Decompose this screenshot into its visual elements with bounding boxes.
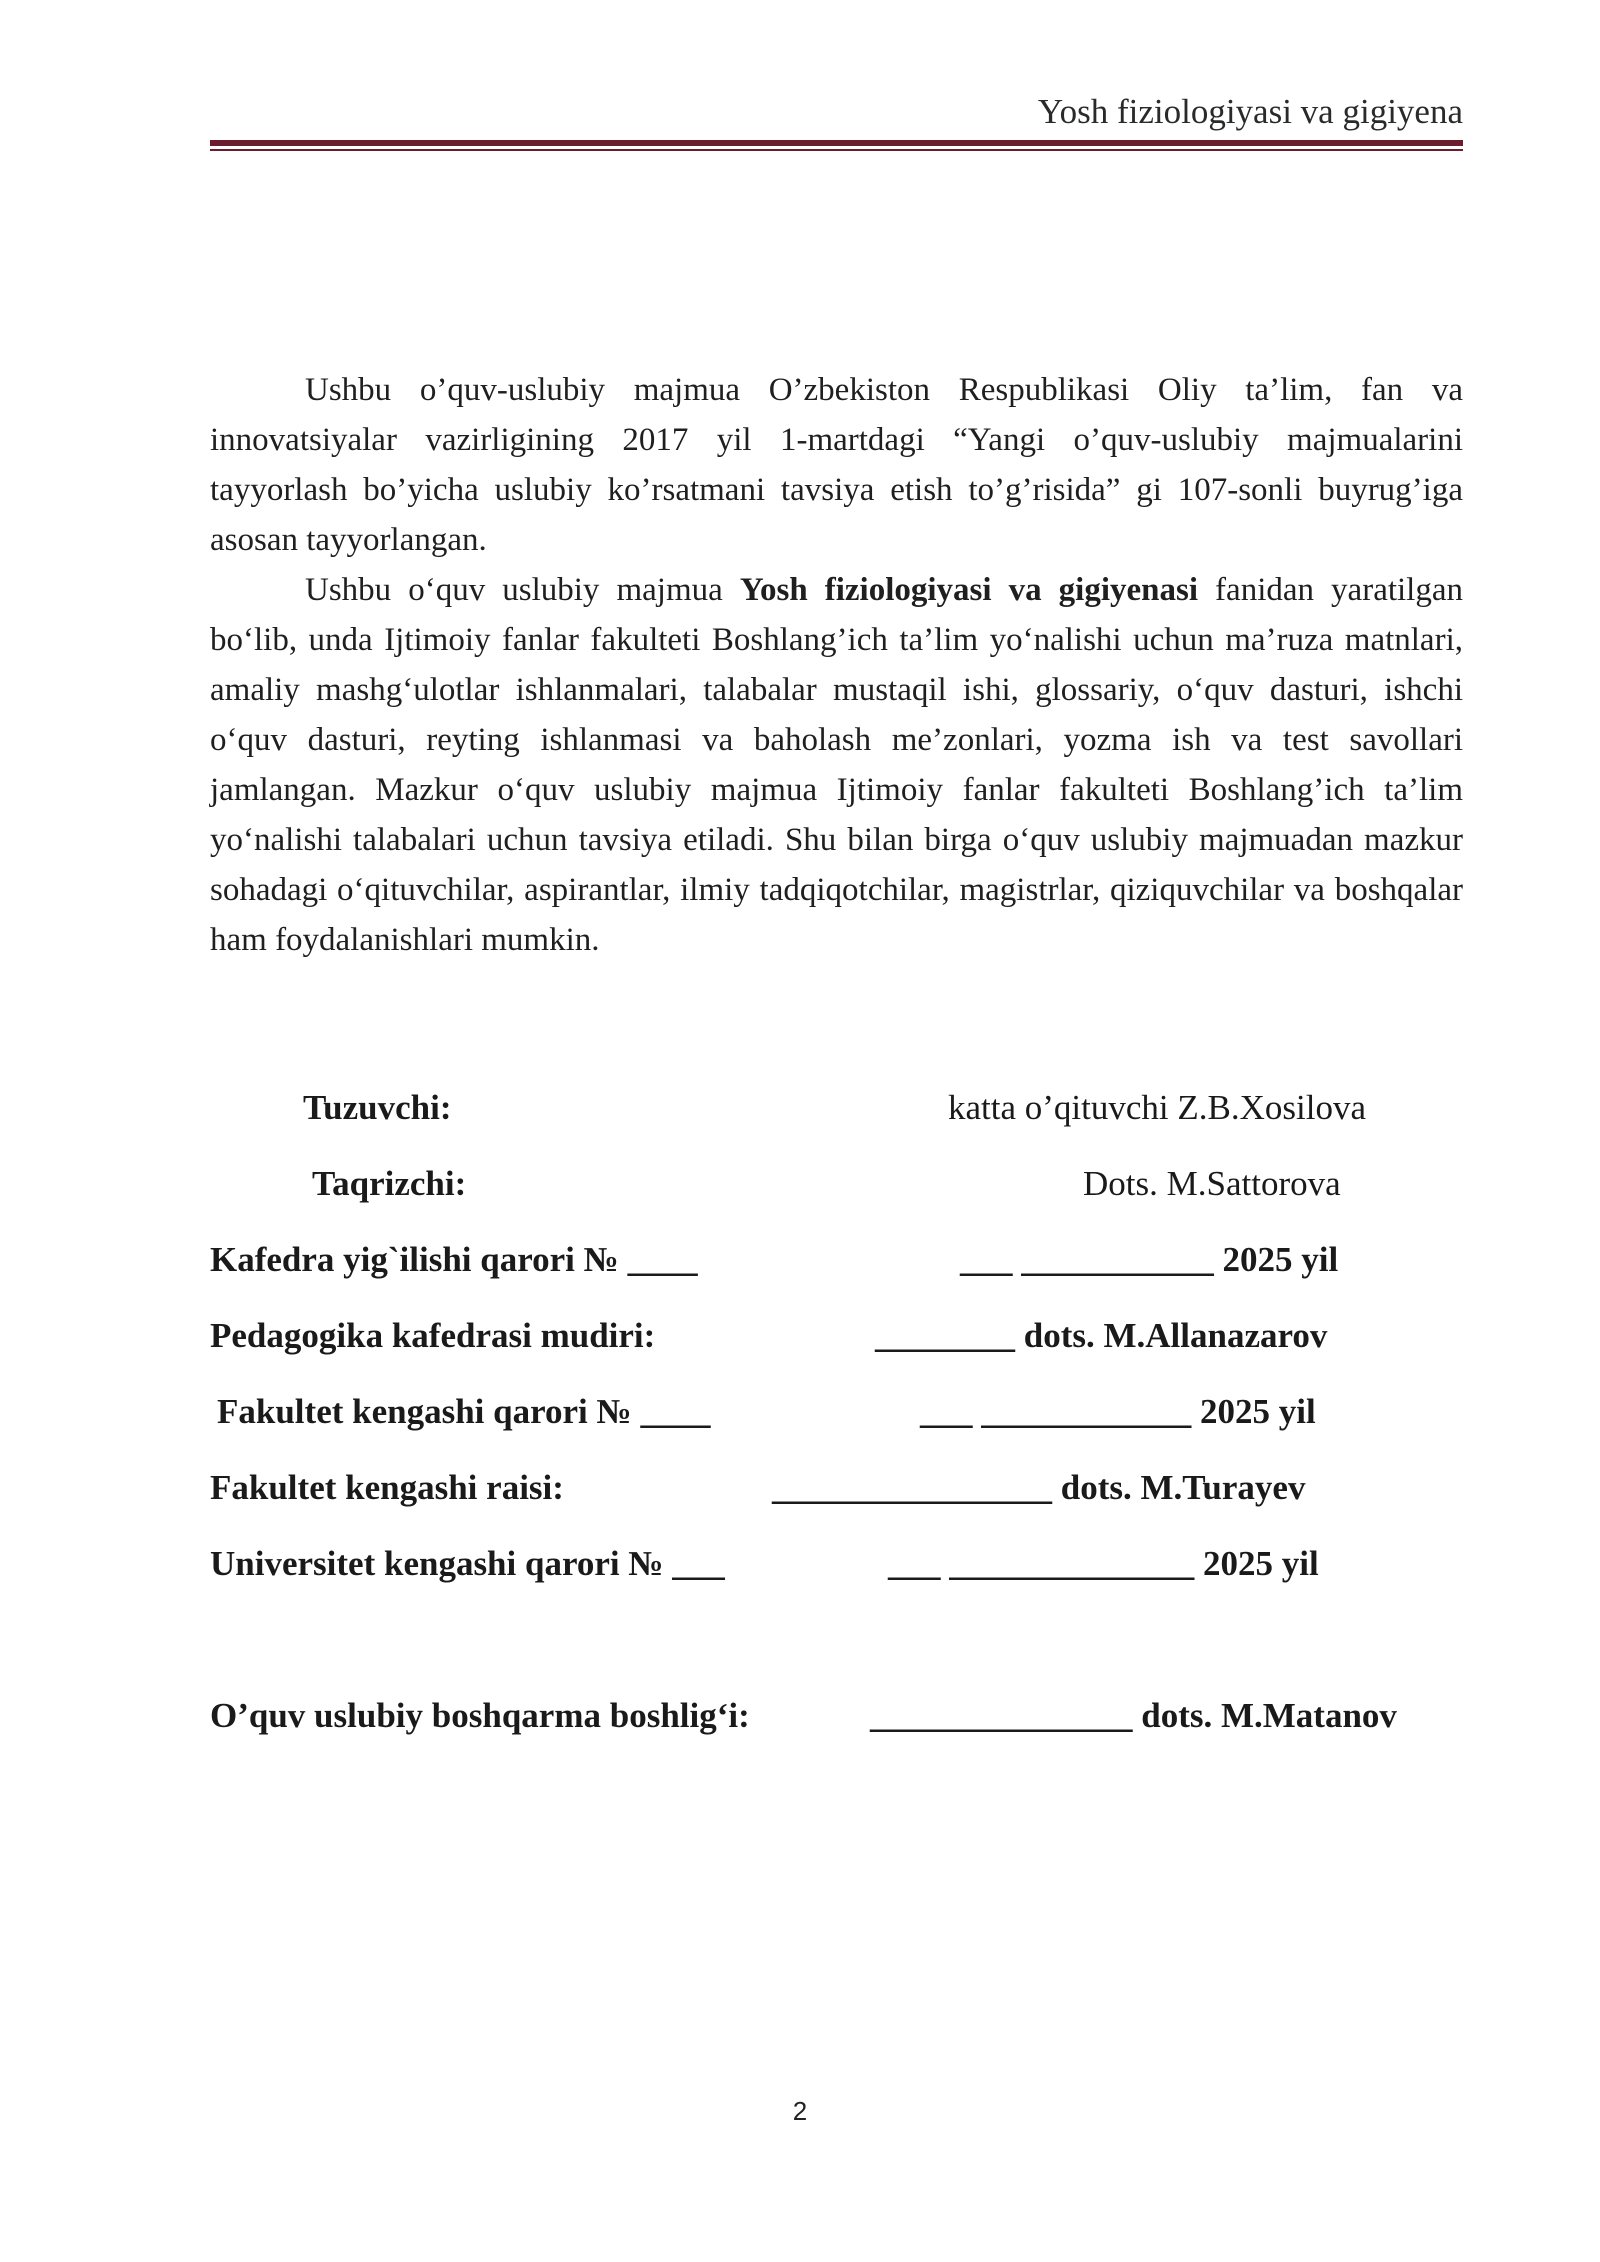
kafedra-label: Kafedra yig`ilishi qarori № ____: [210, 1240, 698, 1279]
fakultet-qaror-date: ___ ____________ 2025 yil: [920, 1392, 1316, 1431]
tuzuvchi-label: Tuzuvchi:: [303, 1088, 452, 1127]
signature-row-raisi: [0, 1463, 1600, 1513]
boshliq-label: O’quv uslubiy boshqarma boshlig‘i:: [210, 1696, 750, 1735]
kafedra-date: ___ ___________ 2025 yil: [960, 1240, 1339, 1279]
course-title: Yosh fiziologiyasi va gigiyenasi: [739, 572, 1199, 608]
signature-row-mudir: [0, 1311, 1600, 1361]
paragraph-description-start: Ushbu o‘quv uslubiy majmua: [305, 572, 740, 608]
boshliq-name: _______________ dots. M.Matanov: [870, 1696, 1397, 1735]
taqrizchi-name: Dots. M.Sattorova: [1083, 1164, 1341, 1203]
signature-row-kafedra: [0, 1235, 1600, 1285]
signature-row-universitet: [0, 1539, 1600, 1589]
universitet-label: Universitet kengashi qarori № ___: [210, 1544, 725, 1583]
paragraph-description: [210, 565, 1463, 965]
page-number: 2: [792, 2096, 808, 2126]
fakultet-qaror-label: Fakultet kengashi qarori № ____: [217, 1392, 711, 1431]
tuzuvchi-name: katta o’qituvchi Z.B.Xosilova: [948, 1088, 1366, 1127]
paragraph-description-rest: fanidan yaratilgan bo‘lib, unda Ijtimoiy fanlar fakulteti Boshlang’ich ta’lim yo‘nalishi uchun ma’ruza matnlari, amaliy mashg‘ulotlar ishlanmalari, talabalar mustaqil ishi, glossariy, o‘quv dasturi, ishchi o‘quv dasturi, reyting ishlanmasi va baholash me’zonlari, yozma ish va test savollari jamlangan. Mazkur o‘quv uslubiy majmua Ijtimoiy fanlar fakulteti Boshlang’ich ta’lim yo‘nalishi talabalari uchun tavsiya etiladi. Shu bilan birga o‘quv uslubiy majmuadan mazkur sohadagi o‘qituvchilar, aspirantlar, ilmiy tadqiqotchilar, magistrlar, qiziquvchilar va boshqalar ham foydalanishlari mumkin.: [210, 572, 1463, 958]
signature-row-tuzuvchi: [0, 1083, 1600, 1133]
signature-row-boshliq: [0, 1691, 1600, 1741]
raisi-label: Fakultet kengashi raisi:: [210, 1468, 564, 1507]
body-text: [210, 365, 1463, 965]
raisi-name: ________________ dots. M.Turayev: [772, 1468, 1306, 1507]
mudir-name: ________ dots. M.Allanazarov: [875, 1316, 1328, 1355]
running-header: Yosh fiziologiyasi va gigiyena: [1037, 92, 1463, 131]
signature-row-fakultet-qaror: [0, 1387, 1600, 1437]
universitet-date: ___ ______________ 2025 yil: [888, 1544, 1319, 1583]
header-rule-thick: [210, 140, 1463, 146]
mudir-label: Pedagogika kafedrasi mudiri:: [210, 1316, 656, 1355]
header-rule-thin: [210, 149, 1463, 151]
taqrizchi-label: Taqrizchi:: [312, 1164, 467, 1203]
signature-row-taqrizchi: [0, 1159, 1600, 1209]
paragraph-intro: Ushbu o’quv-uslubiy majmua O’zbekiston Respublikasi Oliy ta’lim, fan va innovatsiyalar vazirligining 2017 yil 1-martdagi “Yangi o’quv-uslubiy majmualarini tayyorlash bo’yicha uslubiy ko’rsatmani tavsiya etish to’g’risida” gi 107-sonli buyrug’iga asosan tayyorlangan.: [210, 372, 1463, 558]
